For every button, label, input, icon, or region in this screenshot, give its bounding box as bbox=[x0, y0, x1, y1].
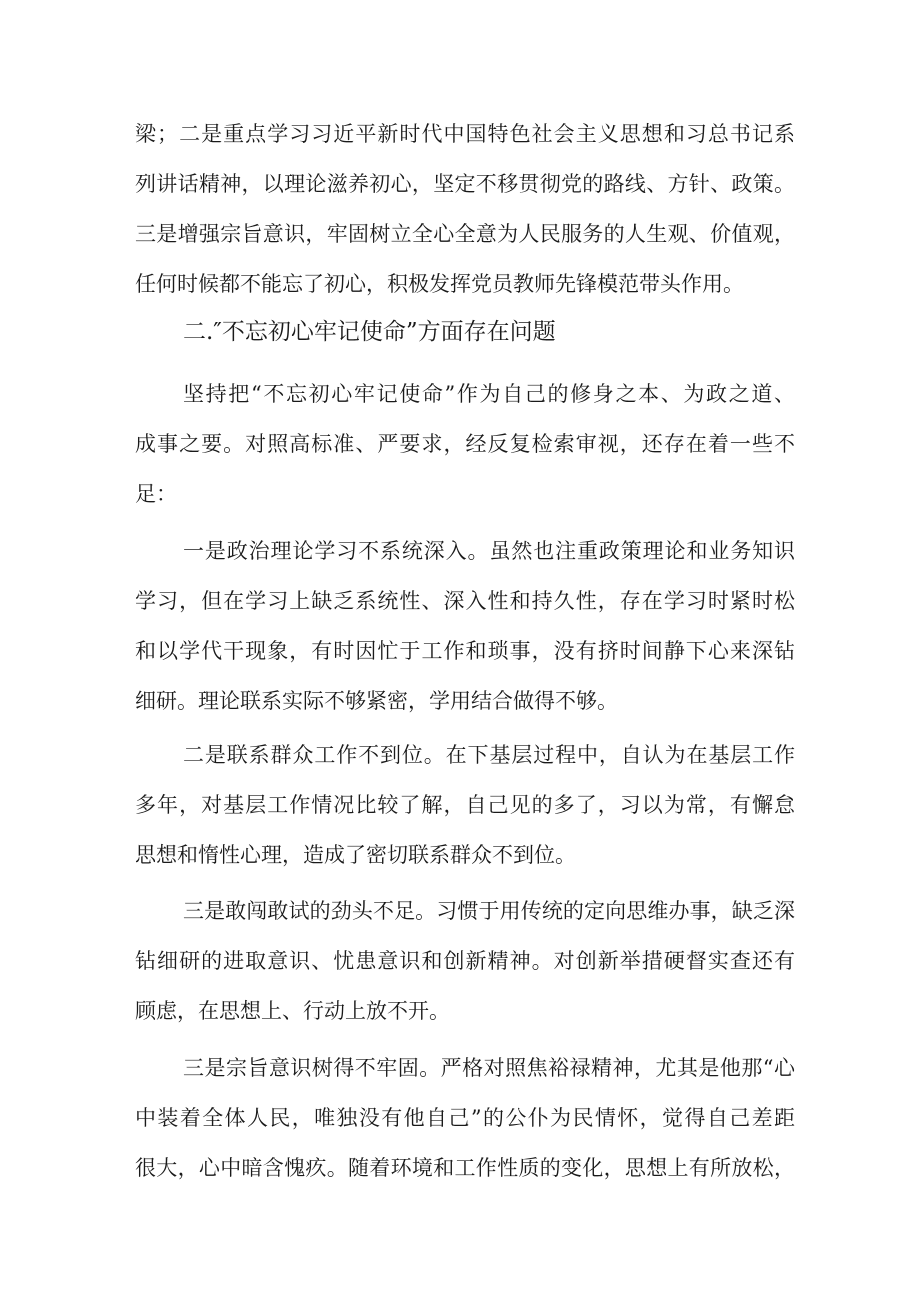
paragraph-4-line-2: 多年，对基层工作情况比较了解，自己见的多了，习以为常，有懈怠 bbox=[135, 793, 795, 817]
paragraph-1-line-1: 梁；二是重点学习习近平新时代中国特色社会主义思想和习总书记系 bbox=[135, 122, 795, 146]
paragraph-4-line-1: 二是联系群众工作不到位。在下基层过程中，自认为在基层工作 bbox=[183, 743, 795, 767]
paragraph-3-line-4: 细研。理论联系实际不够紧密，学用结合做得不够。 bbox=[135, 689, 618, 713]
paragraph-6-line-3: 很大，心中暗含愧疚。随着环境和工作性质的变化，思想上有所放松， bbox=[135, 1156, 795, 1180]
paragraph-2-line-1: 坚持把“不忘初心牢记使命”作为自己的修身之本、为政之道、 bbox=[183, 382, 795, 406]
paragraph-6-line-2: 中装着全体人民，唯独没有他自己”的公仆为民情怀，觉得自己差距 bbox=[135, 1106, 795, 1130]
paragraph-2-line-2: 成事之要。对照高标准、严要求，经反复检索审视，还存在着一些不 bbox=[135, 432, 795, 456]
paragraph-3-line-3: 和以学代干现象，有时因忙于工作和琐事，没有挤时间静下心来深钻 bbox=[135, 639, 795, 663]
section-heading: 二.″不忘初心牢记使命”方面存在问题 bbox=[183, 319, 556, 345]
paragraph-5-line-1: 三是敢闯敢试的劲头不足。习惯于用传统的定向思维办事，缺乏深 bbox=[183, 899, 795, 923]
paragraph-1-line-3: 三是增强宗旨意识，牢固树立全心全意为人民服务的人生观、价值观， bbox=[135, 222, 795, 246]
paragraph-3-line-2: 学习，但在学习上缺乏系统性、深入性和持久性，存在学习时紧时松 bbox=[135, 589, 795, 613]
paragraph-1-line-2: 列讲话精神，以理论滋养初心，坚定不移贯彻党的路线、方针、政策。 bbox=[135, 172, 795, 196]
paragraph-3-line-1: 一是政治理论学习不系统深入。虽然也注重政策理论和业务知识 bbox=[183, 539, 795, 563]
paragraph-1-line-4: 任何时候都不能忘了初心，积极发挥党员教师先锋模范带头作用。 bbox=[135, 272, 744, 296]
paragraph-5-line-2: 钻细研的进取意识、忧患意识和创新精神。对创新举措硬督实查还有 bbox=[135, 949, 795, 973]
paragraph-4-line-3: 思想和惰性心理，造成了密切联系群众不到位。 bbox=[135, 843, 576, 867]
paragraph-6-line-1: 三是宗旨意识树得不牢固。严格对照焦裕禄精神，尤其是他那“心 bbox=[183, 1056, 795, 1080]
paragraph-2-line-3: 足： bbox=[135, 482, 177, 506]
paragraph-5-line-3: 顾虑，在思想上、行动上放不开。 bbox=[135, 999, 450, 1023]
